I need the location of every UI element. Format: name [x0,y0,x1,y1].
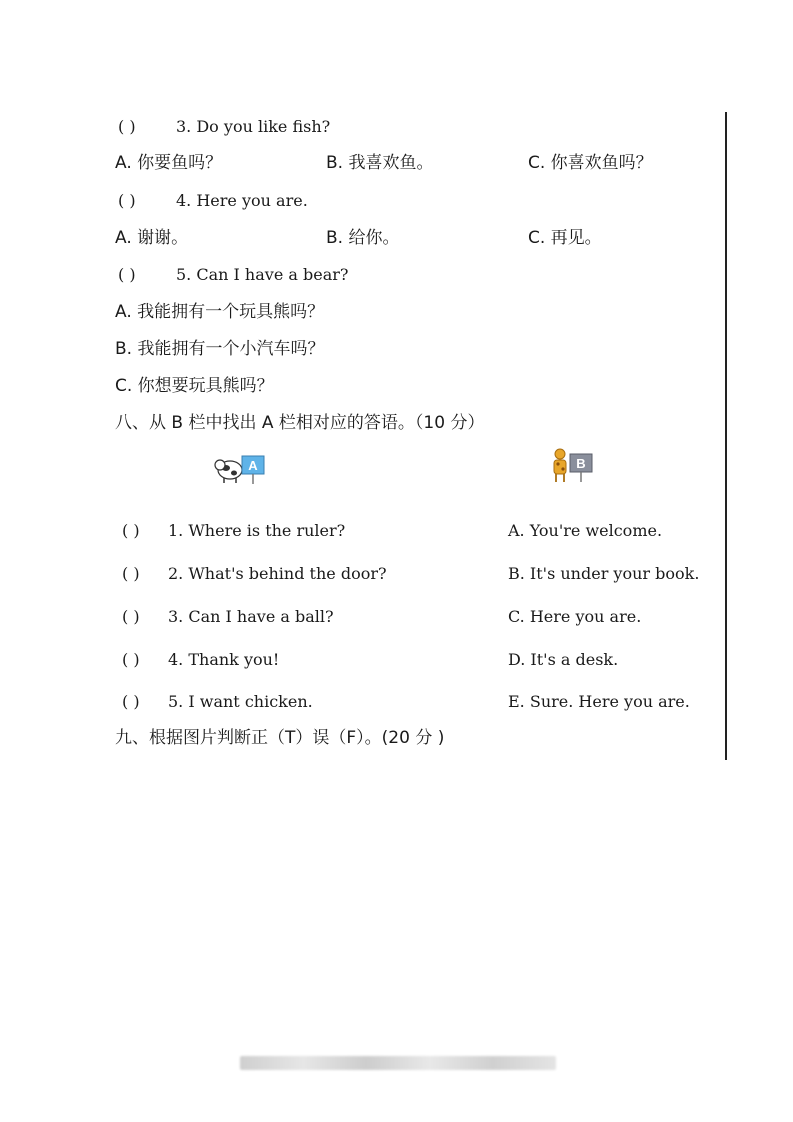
answer-blank[interactable]: ( ) [118,117,136,136]
question-4 [118,191,308,211]
q4-option-b: B. 给你。 [326,228,400,248]
cow-sign-a-icon [212,448,268,488]
q3-option-b: B. 我喜欢鱼。 [326,153,434,173]
section-9-title: 九、根据图片判断正（T）误（F）。(20 分 ) [115,728,445,748]
match-answer-d: D. It's a desk. [508,650,619,669]
giraffe-sign-b-icon [546,446,602,486]
q4-option-a: A. 谢谢。 [115,228,189,248]
question-stem: 4. Here you are. [176,191,308,210]
icon-a-label: A [248,458,258,473]
section-8-title: 八、从 B 栏中找出 A 栏相对应的答语。（10 分） [115,413,485,433]
match-question-1: ( ) 1. Where is the ruler? [122,521,346,540]
match-answer-b: B. It's under your book. [508,564,700,583]
q3-option-c: C. 你喜欢鱼吗？ [528,153,653,173]
q5-option-c: C. 你想要玩具熊吗？ [115,376,274,396]
question-3 [118,117,330,137]
answer-blank[interactable]: ( ) [122,564,140,583]
match-answer-a: A. You're welcome. [508,521,663,540]
q4-option-c: C. 再见。 [528,228,602,248]
answer-blank[interactable]: ( ) [118,191,136,210]
match-question-3: ( ) 3. Can I have a ball? [122,607,334,626]
q5-option-b: B. 我能拥有一个小汽车吗？ [115,339,325,359]
answer-blank[interactable]: ( ) [122,607,140,626]
match-answer-e: E. Sure. Here you are. [508,692,690,711]
answer-blank[interactable]: ( ) [118,265,136,284]
q5-option-a: A. 我能拥有一个玩具熊吗？ [115,302,325,322]
match-question-5: ( ) 5. I want chicken. [122,692,313,711]
answer-blank[interactable]: ( ) [122,692,140,711]
question-5 [118,265,348,285]
question-stem: 3. Do you like fish? [176,117,331,136]
blurred-footer-watermark [240,1056,556,1070]
page-border-line [725,112,727,760]
question-stem: 5. Can I have a bear? [176,265,349,284]
answer-blank[interactable]: ( ) [122,650,140,669]
match-question-2: ( ) 2. What's behind the door? [122,564,387,583]
answer-blank[interactable]: ( ) [122,521,140,540]
match-question-4: ( ) 4. Thank you! [122,650,280,669]
match-answer-c: C. Here you are. [508,607,642,626]
q3-option-a: A. 你要鱼吗？ [115,153,223,173]
icon-b-label: B [576,456,586,471]
